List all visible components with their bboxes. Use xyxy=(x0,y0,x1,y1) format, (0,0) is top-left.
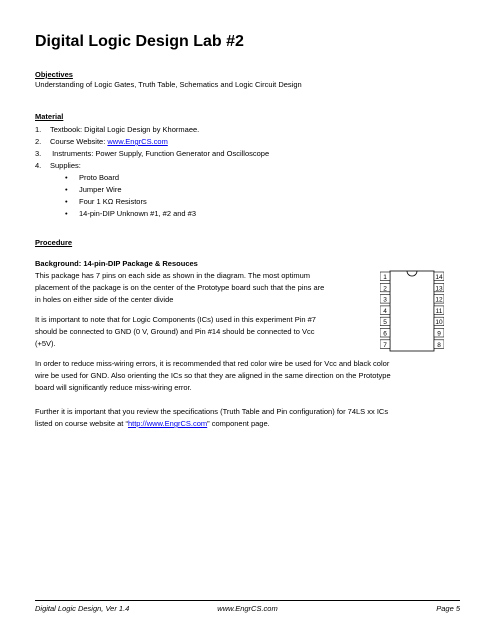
specifications-paragraph: Further it is important that you review the specifications (Truth Table and Pin configuration) for 74LS xx ICs listed on course website at “http://www.EngrCS.com” component page. xyxy=(35,407,389,428)
bullet-icon: • xyxy=(65,209,68,218)
objectives-heading: Objectives xyxy=(35,70,73,79)
page-title: Digital Logic Design Lab #2 xyxy=(35,33,244,50)
material-item-4: 4. Supplies: xyxy=(35,161,81,170)
pin-label: 11 xyxy=(435,307,443,315)
pin-label: 9 xyxy=(437,330,441,338)
wiring-paragraph: In order to reduce miss-wiring errors, it is recommended that red color wire be used for Vcc and black color wire be used for GND. Also orienting the ICs so that they are aligned in the same direction on the Prototype board will significantly reduce miss-wiring error. xyxy=(35,359,391,392)
procedure-heading: Procedure xyxy=(35,238,73,247)
material-item-2: 2. Course Website: www.EngrCS.com xyxy=(35,137,168,146)
pin-label: 12 xyxy=(435,296,443,304)
pin-label: 1 xyxy=(383,274,387,281)
pin-label: 13 xyxy=(435,285,443,293)
course-website-link[interactable]: www.EngrCS.com xyxy=(107,137,168,146)
pin-label: 4 xyxy=(383,307,387,315)
footer-divider xyxy=(35,600,460,601)
supply-item: • Jumper Wire xyxy=(65,185,122,194)
background-paragraph-2: It is important to note that for Logic Components (ICs) used in this experiment Pin #7 should be connected to GND (0 V, Ground) and Pin #14 should be connected to Vcc (+5V). xyxy=(35,315,316,348)
dip-14-pin-diagram xyxy=(380,270,444,352)
pin-label: 5 xyxy=(383,319,387,327)
background-heading: Background: 14-pin-DIP Package & Resouces xyxy=(35,259,198,268)
footer-page-number: Page 5 xyxy=(436,604,460,613)
material-list xyxy=(35,124,269,220)
material-item-1: 1. Textbook: Digital Logic Design by Khormaee. xyxy=(35,125,200,134)
background-paragraph-1: This package has 7 pins on each side as shown in the diagram. The most optimum placement of the package is on the center of the Prototype board such that the pins are in holes on either side of the center divide xyxy=(35,271,325,304)
engrcs-url-link[interactable]: http://www.EngrCS.com xyxy=(127,419,208,428)
pin-label: 3 xyxy=(383,296,387,304)
bullet-icon: • xyxy=(65,197,68,206)
material-heading: Material xyxy=(35,112,64,121)
supply-item: • Four 1 KΩ Resistors xyxy=(65,197,147,206)
supply-item: • Proto Board xyxy=(65,173,120,182)
supply-item: • 14-pin-DIP Unknown #1, #2 and #3 xyxy=(65,209,197,218)
bullet-icon: • xyxy=(65,173,68,182)
pin-label: 6 xyxy=(383,330,387,338)
pin-label: 14 xyxy=(435,274,443,281)
pin-label: 2 xyxy=(383,285,387,293)
ic-body xyxy=(390,271,434,351)
objectives-text: Understanding of Logic Gates, Truth Table, Schematics and Logic Circuit Design xyxy=(35,80,302,89)
pin-label: 10 xyxy=(435,319,443,327)
footer-left: Digital Logic Design, Ver 1.4 xyxy=(35,604,130,613)
pin-label: 8 xyxy=(437,341,441,349)
bullet-icon: • xyxy=(65,185,68,194)
pin-label: 7 xyxy=(383,341,387,349)
footer-center: www.EngrCS.com xyxy=(217,604,278,613)
material-item-3: 3. Instruments: Power Supply, Function Generator and Oscilloscope xyxy=(35,149,270,158)
